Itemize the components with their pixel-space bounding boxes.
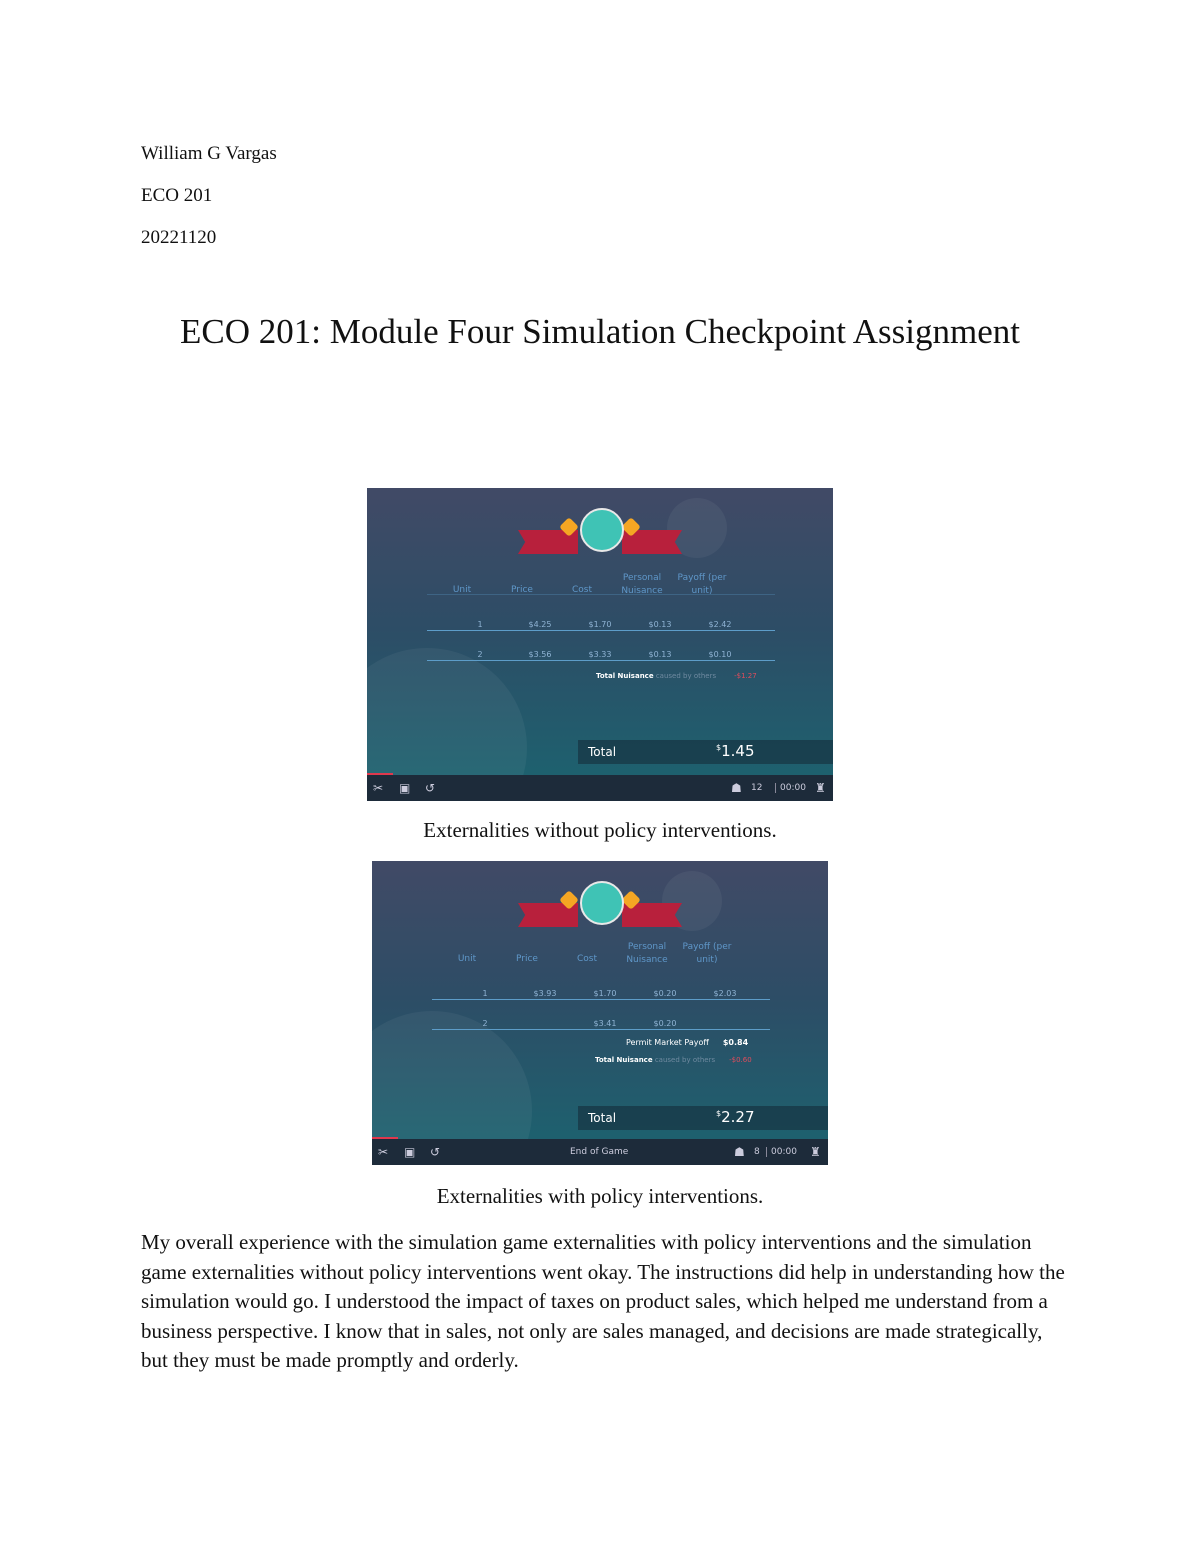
total-panel: Total $1.45: [578, 740, 833, 764]
table-row: [427, 630, 775, 631]
reflection-paragraph: My overall experience with the simulation game externalities with policy interventions and the simulation game externalities without policy interventions went okay. The instructions did help in understanding how the simulation would go. I understood the impact of taxes on product sales, which helped me understand from a business perspective. I know that in sales, not only are sales managed, and decisions are made strategically, but they must be made promptly and orderly.: [141, 1230, 1065, 1372]
author-name: William G Vargas: [141, 143, 277, 164]
robot-badge-icon: [580, 508, 624, 552]
total-nuisance: Total Nuisance caused by others -$1.27: [596, 672, 757, 680]
controller-icon[interactable]: ✂: [378, 1145, 389, 1159]
results-table: Unit Price Cost Personal Nuisance Payoff (per unit) 1 $3.93 $1.70 $0.20 $2.03 2 $3.41 $0.20: [432, 941, 770, 1051]
book-icon[interactable]: ▣: [404, 1145, 416, 1159]
trophy-banner: [518, 889, 682, 933]
bottom-toolbar: ✂ ▣ ↺ ☗ 12 00:00 ♜: [367, 775, 833, 801]
table-row: [432, 1029, 770, 1030]
simulation-screenshot-with-policy: [372, 861, 828, 1165]
table-row: [432, 999, 770, 1000]
course-code: ECO 201: [141, 185, 213, 206]
trophy-banner: [518, 516, 682, 560]
players-icon: ☗: [731, 781, 742, 795]
controller-icon[interactable]: ✂: [373, 781, 384, 795]
game-status: End of Game: [570, 1147, 629, 1157]
robot-badge-icon: [580, 881, 624, 925]
bottom-toolbar: ✂ ▣ ↺ End of Game ☗ 8 00:00 ♜: [372, 1139, 828, 1165]
progress-bar: [372, 1137, 398, 1139]
user-icon[interactable]: ♜: [810, 1145, 821, 1159]
permit-market-payoff: Permit Market Payoff $0.84: [626, 1038, 749, 1047]
total-nuisance: Total Nuisance caused by others -$0.60: [595, 1056, 752, 1064]
document-title: ECO 201: Module Four Simulation Checkpoint Assignment: [180, 312, 1020, 351]
table-row: [427, 660, 775, 661]
total-panel: Total $2.27: [578, 1106, 828, 1130]
date: 20221120: [141, 227, 217, 248]
user-icon[interactable]: ♜: [815, 781, 826, 795]
results-table: Unit Price Cost Personal Nuisance Payoff (per unit) 1 $4.25 $1.70 $0.13 $2.42 2 $3.56 $3.33 $0.13 $0.10: [427, 572, 775, 682]
caption-2: Externalities with policy interventions.: [436, 1184, 764, 1208]
book-icon[interactable]: ▣: [399, 781, 411, 795]
players-icon: ☗: [734, 1145, 745, 1159]
caption-1: Externalities without policy interventions.: [423, 818, 777, 842]
history-icon[interactable]: ↺: [425, 781, 436, 795]
progress-bar: [367, 773, 393, 775]
simulation-screenshot-without-policy: [367, 488, 833, 801]
history-icon[interactable]: ↺: [430, 1145, 441, 1159]
